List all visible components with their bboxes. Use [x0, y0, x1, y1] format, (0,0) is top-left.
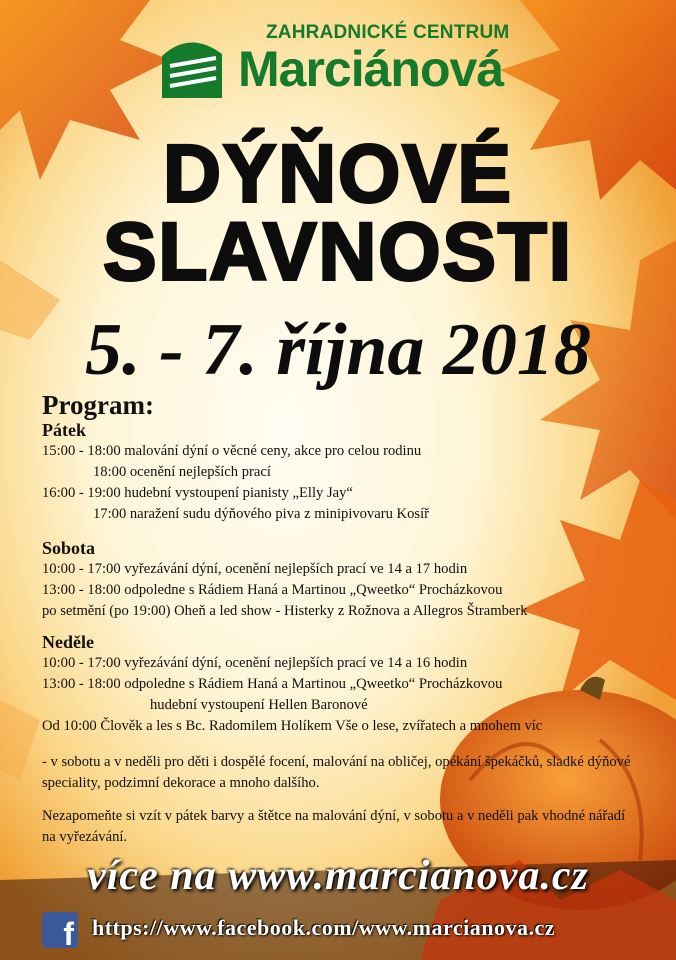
website-link[interactable]: více na www.marcianova.cz	[87, 853, 589, 899]
sunday-line-1: 10:00 - 17:00 vyřezávání dýní, ocenění nejlepších prací ve 14 a 16 hodin	[42, 655, 468, 671]
brand-name: Marciánová	[238, 41, 504, 97]
saturday-line-3: po setmění (po 19:00) Oheň a led show - Histerky z Rožnova a Allegros Štramberk	[42, 603, 528, 619]
event-title-line1: DÝŇOVÉ	[163, 128, 513, 219]
friday-line-2: 18:00 ocenění nejlepších prací	[93, 464, 271, 480]
saturday-line-2: 13:00 - 18:00 odpoledne s Rádiem Haná a Martinou „Qweetko“ Procházkovou	[42, 582, 503, 598]
friday-line-4: 17:00 naražení sudu dýňového piva z minipivovaru Kosíř	[93, 506, 429, 522]
sunday-line-2: 13:00 - 18:00 odpoledne s Rádiem Haná a Martinou „Qweetko“ Procházkovou	[42, 676, 503, 692]
friday-line-3: 16:00 - 19:00 hudební vystoupení pianisty „Elly Jay“	[42, 485, 353, 501]
sunday-line-3: hudební vystoupení Hellen Baronové	[150, 697, 368, 713]
saturday-line-1: 10:00 - 17:00 vyřezávání dýní, ocenění nejlepších prací ve 14 a 17 hodin	[42, 561, 468, 577]
event-date: 5. - 7. října 2018	[85, 309, 591, 391]
sunday-line-4: Od 10:00 Člověk a les s Bc. Radomilem Holíkem Vše o lese, zvířatech a mnohem víc	[42, 718, 543, 734]
friday-line-1: 15:00 - 18:00 malování dýní o věcné ceny, akce pro celou rodinu	[42, 443, 422, 459]
reminder-note: Nezapomeňte si vzít v pátek barvy a štětce na malování dýní, v sobotu a v neděli pak vhodné nářadí na vyřezávání.	[42, 808, 626, 845]
facebook-icon[interactable]: f	[42, 912, 78, 948]
facebook-url-link[interactable]: https://www.facebook.com/www.marcianova.cz	[92, 915, 555, 940]
event-title-line2: SLAVNOSTI	[103, 206, 573, 297]
day-friday: Pátek	[42, 420, 86, 440]
brand-tagline: ZAHRADNICKÉ CENTRUM	[266, 22, 510, 43]
day-saturday: Sobota	[42, 538, 96, 558]
program-heading: Program:	[42, 390, 154, 420]
extra-activities-note: - v sobotu a v neděli pro děti i dospělé focení, malování na obličej, opékání špekáčků, sladké dýňové speciality, podzimní dekorace a mnoho dalšího.	[42, 754, 631, 791]
day-sunday: Neděle	[42, 632, 94, 652]
